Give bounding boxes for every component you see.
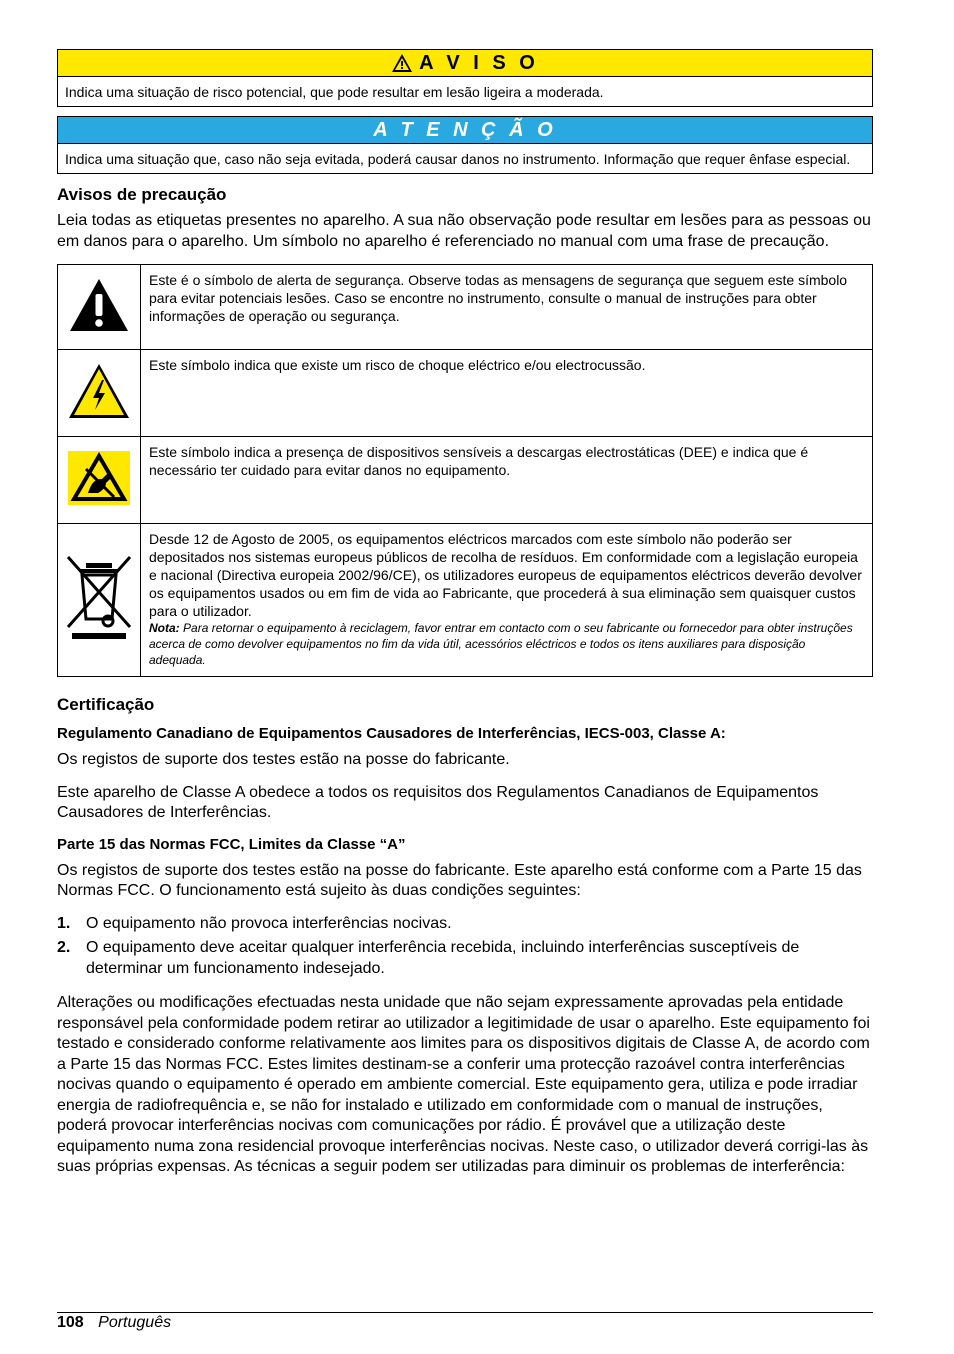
symbol-row (58, 265, 873, 350)
symbol-description: Este é o símbolo de alerta de segurança. Observe todas as mensagens de segurança que seguem este símbolo para evitar potenciais lesões. Caso se encontre no instrumento, consulte o manual de instruções para obter informações de operação ou segurança. (141, 265, 873, 350)
canada-paragraph-1: Os registos de suporte dos testes estão na posse do fabricante. (57, 751, 510, 768)
precautions-heading: Avisos de precaução (57, 185, 227, 204)
canada-paragraph-2: Este aparelho de Classe A obedece a todos os requisitos dos Regulamentos Canadianos de Equipamentos Causadores de Interferências. (57, 783, 819, 821)
list-item (57, 914, 873, 935)
canada-heading: Regulamento Canadiano de Equipamentos Causadores de Interferências, IECS-003, Classe A: (57, 725, 726, 742)
list-item (57, 938, 873, 979)
fcc-paragraph-2: Alterações ou modificações efectuadas nesta unidade que não sejam expressamente aprovadas pela entidade responsável pela conformidade podem retirar ao utilizador a legitimidade de usar o aparelho. Este equipamento foi testado e considerado conforme relativamente aos limites para os dispositivos digitais de Classe A, de acordo com a Parte 15 das Normas FCC. Estes limites destinam-se a conferir uma protecção razoável contra interferências nocivas quando o equipamento é operado em ambiente comercial. Este equipamento gera, utiliza e pode irradiar energia de radiofrequência e, se não for instalado e utilizado em conformidade com o manual de instruções, poderá provocar interferências nocivas com comunicações por rádio. É provável que a utilização deste equipamento numa zona residencial provoque interferências nocivas. Neste caso, o utilizador deverá corrigi-las às suas próprias expensas. As técnicas a seguir podem ser utilizadas para diminuir os problemas de interferência: (57, 994, 870, 1175)
list-text: O equipamento deve aceitar qualquer interferência recebida, incluindo interferências susceptíveis de determinar um funcionamento indesejado. (86, 939, 800, 977)
precautions-intro: Leia todas as etiquetas presentes no aparelho. A sua não observação pode resultar em lesões para as pessoas ou em danos para o aparelho. Um símbolo no aparelho é referenciado no manual com uma frase de precaução. (57, 212, 871, 250)
footer-language: Português (98, 1314, 172, 1331)
warning-text: Indica uma situação de risco potencial, que pode resultar em lesão ligeira a moderada. (65, 84, 604, 100)
symbol-row (58, 524, 873, 677)
list-text: O equipamento não provoca interferências nocivas. (86, 914, 452, 932)
warning-box (57, 49, 873, 107)
safety-alert-icon (68, 277, 130, 333)
caution-title: A T E N Ç Ã O (373, 118, 557, 141)
warning-title: A V I S O (419, 51, 539, 74)
page-number: 108 (57, 1314, 84, 1331)
fcc-paragraph-1: Os registos de suporte dos testes estão na posse do fabricante. Este aparelho está conforme com a Parte 15 das Normas FCC. O funcionamento está sujeito às duas condições seguintes: (57, 861, 862, 899)
symbol-description: Este símbolo indica a presença de dispositivos sensíveis a descargas electrostáticas (DEE) e indica que é necessário ter cuidado para evitar danos no equipamento. (141, 437, 873, 524)
fcc-heading: Parte 15 das Normas FCC, Limites da Classe “A” (57, 835, 406, 853)
warning-triangle-icon (391, 53, 413, 73)
conditions-list (57, 914, 873, 980)
symbol-row (58, 350, 873, 437)
symbol-description: Desde 12 de Agosto de 2005, os equipamentos eléctricos marcados com este símbolo não poderão ser depositados nos sistemas europeus públicos de recolha de resíduos. Em conformidade com a legislação europeia e nacional (Directiva europeia 2002/96/CE), os utilizadores europeus de equipamentos eléctricos deverão devolver os equipamentos usados ou em fim de vida ao Fabricante, que procederá à sua eliminação sem quaisquer custos para o utilizador. (149, 531, 862, 619)
weee-bin-icon (66, 555, 132, 641)
symbol-row (58, 437, 873, 524)
note-label: Nota: (149, 621, 180, 635)
symbols-table (57, 264, 873, 677)
list-number: 1. (57, 914, 71, 932)
electric-shock-icon (67, 362, 131, 420)
caution-text: Indica uma situação que, caso não seja evitada, poderá causar danos no instrumento. Informação que requer ênfase especial. (65, 151, 851, 167)
certification-heading: Certificação (57, 695, 155, 714)
caution-box (57, 116, 873, 174)
page-content (57, 49, 873, 1190)
symbol-description: Este símbolo indica que existe um risco de choque eléctrico e/ou electrocussão. (141, 350, 873, 437)
note (149, 620, 864, 668)
note-text: Para retornar o equipamento à reciclagem, favor entrar em contacto com o seu fabricante ou fornecedor para obter instruções acerca de como devolver equipamentos no fim da vida útil, acessórios eléctricos e todos os itens auxiliares para disposição adequada. (149, 621, 853, 667)
esd-icon (68, 451, 130, 505)
caution-header (58, 117, 872, 144)
list-number: 2. (57, 939, 71, 956)
page-footer (57, 1312, 873, 1332)
warning-header (58, 50, 872, 77)
